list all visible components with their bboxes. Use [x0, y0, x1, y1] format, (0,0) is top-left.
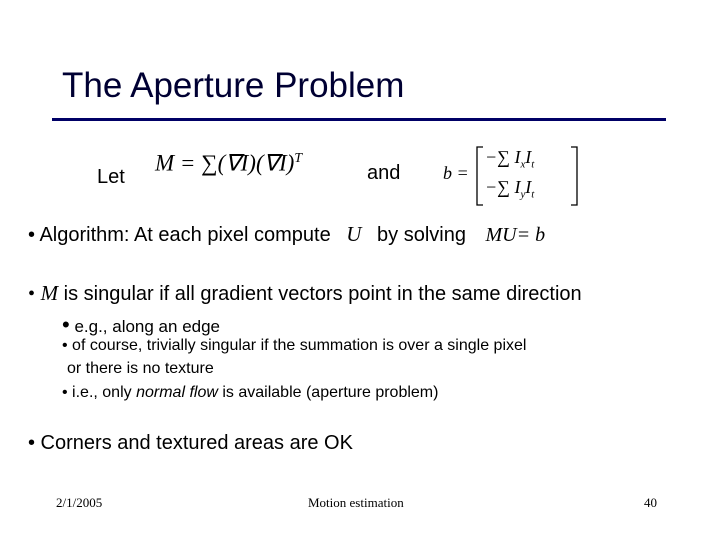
equation-b-lhs: b = [443, 163, 469, 183]
sub-bullet-course-line1: • of course, trivially singular if the summation is over a single pixel [62, 337, 527, 354]
equation-b-row2-b: I [525, 177, 532, 197]
sub-bullet-normal-emphasis: normal flow [136, 384, 218, 401]
equation-MU-b: MU= b [485, 224, 546, 246]
equation-b-row1-a: −∑ I [485, 147, 521, 167]
bullet-singular-text: is singular if all gradient vectors point in the same direction [63, 283, 582, 305]
sub-bullet-normal-pre: • i.e., only [62, 384, 132, 401]
symbol-M: M [40, 281, 59, 305]
sub-bullet-course-line2: or there is no texture [67, 360, 214, 377]
equation-b-row2-a: −∑ I [485, 177, 521, 197]
bullet-algorithm [28, 222, 545, 247]
bullet-algorithm-text: • Algorithm: At each pixel compute [28, 224, 331, 246]
equation-M-text: M = ∑(∇I)(∇I) [155, 150, 295, 176]
slide-title: The Aperture Problem [62, 66, 405, 105]
equation-M [155, 150, 302, 177]
equation-b-row2 [485, 177, 534, 201]
sub-bullet-normal-flow [62, 384, 438, 402]
equation-b-row2-sub-t: t [531, 188, 535, 201]
title-underline [52, 118, 666, 121]
and-label: and [367, 162, 401, 184]
equation-b-row1-sub-x: x [520, 158, 526, 171]
bullet-algorithm-by-solving: by solving [377, 224, 466, 246]
bullet-corners: • Corners and textured areas are OK [28, 432, 353, 454]
footer-date: 2/1/2005 [56, 495, 103, 510]
sub-bullet-edge: • e.g., along an edge [62, 312, 221, 337]
equation-b-row2-sub-y: y [520, 188, 526, 201]
let-label: Let [97, 166, 125, 188]
footer-title: Motion estimation [308, 495, 404, 510]
symbol-U: U [346, 222, 362, 246]
equation-b-row1 [485, 147, 534, 171]
sub-bullet-edge-text: e.g., along an edge [74, 317, 221, 336]
bullet-singular: • M is singular if all gradient vectors point in the same direction [28, 281, 582, 305]
footer-page-number: 40 [644, 495, 657, 510]
equation-b-row1-b: I [525, 147, 532, 167]
equation-b [443, 143, 583, 214]
sub-bullet-normal-post: is available (aperture problem) [222, 384, 439, 401]
equation-b-row1-sub-t: t [531, 158, 535, 171]
equation-M-transpose: T [294, 150, 302, 165]
